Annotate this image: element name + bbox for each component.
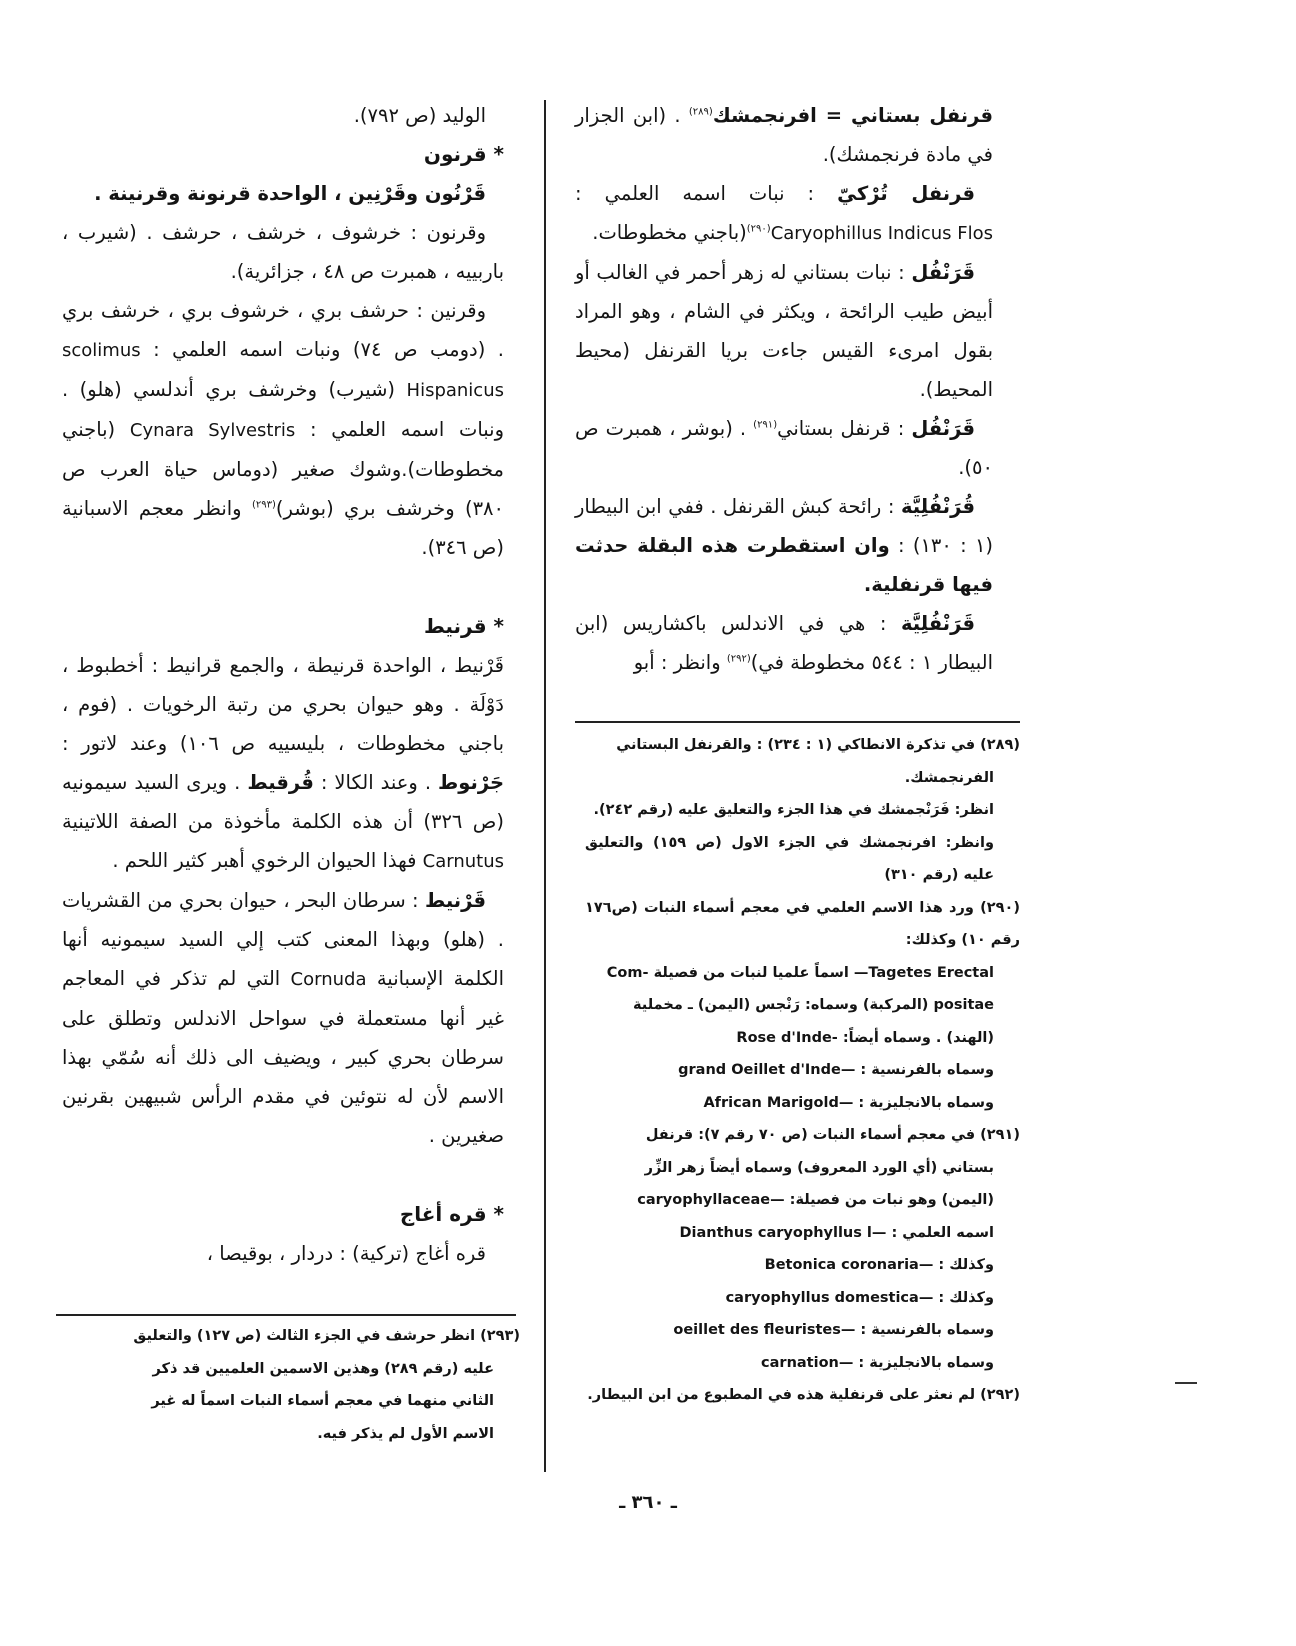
entry-paragraph [62, 174, 504, 213]
entry-text: : هي في الاندلس باكشاريس (ابن البيطار ١ : ٥٤٤ مخطوطة في) [575, 612, 993, 674]
margin-mark [1175, 1382, 1197, 1384]
footnote-line: وكذلك : —caryophyllus domestica [725, 1289, 994, 1306]
continued-text: الوليد (ص ٧٩٢). [353, 104, 486, 127]
entry-term: قرنفل بستاني = افرنجمشك [712, 104, 993, 127]
footnote: (٢٨٩) في تذكرة الانطاكي (١ : ٢٣٤) : والقرنفل البستاني [616, 737, 1020, 753]
entry-paragraph [62, 291, 504, 567]
latin-name: Cynara Sylvestris [129, 420, 296, 441]
latin-name: Cornuda [290, 969, 367, 990]
entry-term: قُرَنْفُلِيَّة [900, 495, 975, 518]
footnote-ref[interactable]: (٢٩٣) [251, 499, 276, 511]
left-column [62, 96, 504, 1273]
footnote-line: الثاني منهما في معجم أسماء النبات اسماً له غير [151, 1393, 494, 1409]
entry-term: قَرَنْفُلِيَّة [900, 612, 975, 635]
footnote: (٢٩٠) ورد هذا الاسم العلمي في معجم أسماء النبات (ص١٧٦ رقم ١٠) وكذلك: [585, 899, 1020, 948]
entry-paragraph [575, 487, 993, 604]
entry-text: قَرْنيط ، الواحدة قرنيطة ، والجمع قرانيط : أخطبوط ، دَوْلَة . وهو حيوان بحري من رتبة الرخويات . (فوم ، باجني مخطوطات ، بليسييه ص ١٠٦) وعند لاتور : [62, 654, 505, 755]
latin-name: scolimus Hispanicus [62, 340, 504, 401]
entry-paragraph [62, 881, 504, 1155]
latin-name: Caryophillus Indicus Flos [770, 223, 993, 244]
entry-heading: * قرنيط [423, 614, 504, 638]
footnote-ref[interactable]: (٢٩٢) [726, 653, 751, 665]
entry-text: (شيرب) وخرشف بري أندلسي (هلو) . ونبات اسمه العلمي : [62, 378, 504, 441]
footnote-line: Tagetes Erectal— اسماً علميا لنبات من فصيلة -Com [606, 964, 994, 981]
footnote-line: وسماه بالانجليزية : —African Marigold [703, 1094, 994, 1111]
entry-text: وقرنين : حرشف بري ، خرشوف بري ، خرشف بري . (دومب ص ٧٤) ونبات اسمه العلمي : [62, 299, 504, 361]
latin-name: Carnutus [422, 851, 504, 872]
footnote: (٢٩٢) لم نعثر على قرنفلية هذه في المطبوع من ابن البيطار. [587, 1387, 1020, 1403]
footnote-line: (اليمن) وهو نبات من فصيلة: —caryophyllaceae [637, 1192, 994, 1208]
footnote-line: الفرنجمشك. [904, 769, 994, 786]
footnote-line: انظر: فَرَنْجمشك في هذا الجزء والتعليق عليه (رقم ٢٤٢). [593, 802, 994, 818]
footnote-ref[interactable]: (٢٩١) [753, 419, 778, 431]
entry-text: : نبات بستاني له زهر أحمر في الغالب أو أبيض طيب الرائحة ، ويكثر في الشام ، وهو المراد بقول امرىء القيس جاءت بريا القرنفل (محيط المحيط). [575, 261, 993, 401]
entry-text: قره أغاج (تركية) : دردار ، بوقيصا ، [206, 1242, 486, 1265]
footnote-line: بستاني (أي الورد المعروف) وسماه أيضاً زهر الزِّر [644, 1159, 994, 1176]
footnote-line: وسماه بالفرنسية : —grand Oeillet d'Inde [678, 1062, 994, 1078]
entry-heading: * قرنون [423, 142, 504, 166]
footnote-line: الاسم الأول لم يذكر فيه. [317, 1425, 494, 1442]
entry-heading: * قره أغاج [399, 1202, 504, 1226]
footnote: (٢٩٣) انظر حرشف في الجزء الثالث (ص ١٢٧) والتعليق [133, 1328, 520, 1344]
entry-paragraph [575, 604, 993, 682]
entry-term: جَرْنوط [438, 771, 505, 794]
entry-term: قَرَنْفُل [911, 261, 975, 284]
entry-text: فهذا الحيوان الرخوي أهبر كثير اللحم . [112, 849, 423, 872]
footnote-ref[interactable]: (٢٩٠) [746, 223, 771, 235]
entry-paragraph [575, 174, 993, 253]
footnote-line: positae (المركبة) وسماه: رَنْجس (اليمن) ـ مخملية [633, 997, 994, 1013]
footnote-line: وكذلك : —Betonica coronaria [764, 1257, 994, 1273]
right-footnotes [585, 729, 1020, 1412]
footnote-rule [56, 1314, 516, 1316]
entry-text: . وعند الكالا : [313, 771, 439, 794]
entry-term: قَرْنيط [424, 889, 486, 912]
footnote-line: عليه (رقم ٢٨٩) وهذين الاسمين العلميين قد ذكر [152, 1360, 494, 1377]
entry-paragraph [575, 96, 993, 174]
left-footnotes [80, 1320, 520, 1450]
footnote-line: وسماه بالانجليزية : —carnation [761, 1354, 994, 1371]
entry-text: . (بوشر ، همبرت ص ٥٠). [575, 417, 993, 479]
footnote-line: وانظر: افرنجمشك في الجزء الاول (ص ١٥٩) والتعليق عليه (رقم ٣١٠) [585, 834, 994, 883]
footnote-ref[interactable]: (٢٨٩) [688, 106, 713, 118]
footnote-rule [575, 721, 1020, 723]
column-divider [544, 100, 546, 1472]
footnote: (٢٩١) في معجم أسماء النبات (ص ٧٠ رقم ٧): قرنفل [645, 1127, 1020, 1143]
entry-term: قَرَنْفُل [911, 417, 975, 440]
entry-text: . ويرى السيد سيمونيه (ص ٣٢٦) أن هذه الكلمة مأخوذة من الصفة اللاتينية [62, 771, 504, 833]
entry-text: وانظر معجم الاسبانية (ص ٣٤٦). [62, 497, 504, 559]
entry-paragraph [575, 409, 993, 487]
page-number: ـ ٣٦٠ ـ [619, 1492, 677, 1513]
entry-text: : قرنفل بستاني [777, 417, 912, 440]
entry-paragraph [62, 213, 504, 291]
footnote-line: وسماه بالفرنسية : —oeillet des fleuristes [673, 1322, 994, 1338]
entry-paragraph [62, 1234, 504, 1273]
entry-text: (باجني مخطوطات. [592, 221, 747, 244]
entry-text: . (ابن الجزار في مادة فرنجمشك). [575, 104, 993, 166]
entry-text: : نبات اسمه العلمي : [575, 182, 838, 205]
entry-term: قَرْنُون وقَرْنِين ، الواحدة قرنونة وقرنينة . [94, 182, 486, 205]
entry-text: : رائحة كبش القرنفل . ففي ابن البيطار (١ : ١٣٠) : [575, 495, 994, 557]
entry-term: قُرقيط [247, 771, 314, 794]
entry-paragraph [575, 253, 993, 409]
entry-paragraph [62, 646, 504, 881]
right-column [575, 96, 993, 682]
entry-text: وقرنون : خرشوف ، خرشف ، حرشف . (شيرب ، باربييه ، همبرت ص ٤٨ ، جزائرية). [62, 221, 504, 283]
entry-text: : سرطان البحر ، حيوان بحري من القشريات . (هلو) وبهذا المعنى كتب إلي السيد سيمونيه أنها الكلمة الإسبانية [62, 889, 504, 990]
footnote-line: اسمه العلمي : —Dianthus caryophyllus l [679, 1224, 994, 1241]
entry-term: قرنفل تُرْكيّ [837, 182, 975, 205]
footnote-line: (الهند) . وسماه أيضاً: -Rose d'Inde [736, 1029, 994, 1046]
entry-text: (باجني مخطوطات).وشوك صغير (دوماس حياة العرب ص ٣٨٠) وخرشف بري (بوشر) [62, 418, 504, 520]
entry-text: التي لم تذكر في المعاجم غير أنها مستعملة في سواحل الاندلس وتطلق على سرطان بحري كبير ، ويضيف الى ذلك أنه سُمّي بهذا الاسم لأن له نتوئين في مقدم الرأس شبيهين بقرنين صغيرين . [62, 967, 504, 1147]
entry-text: وانظر : أبو [633, 651, 727, 674]
quoted-text: وان استقطرت هذه البقلة حدثت فيها قرنفلية. [575, 534, 993, 596]
